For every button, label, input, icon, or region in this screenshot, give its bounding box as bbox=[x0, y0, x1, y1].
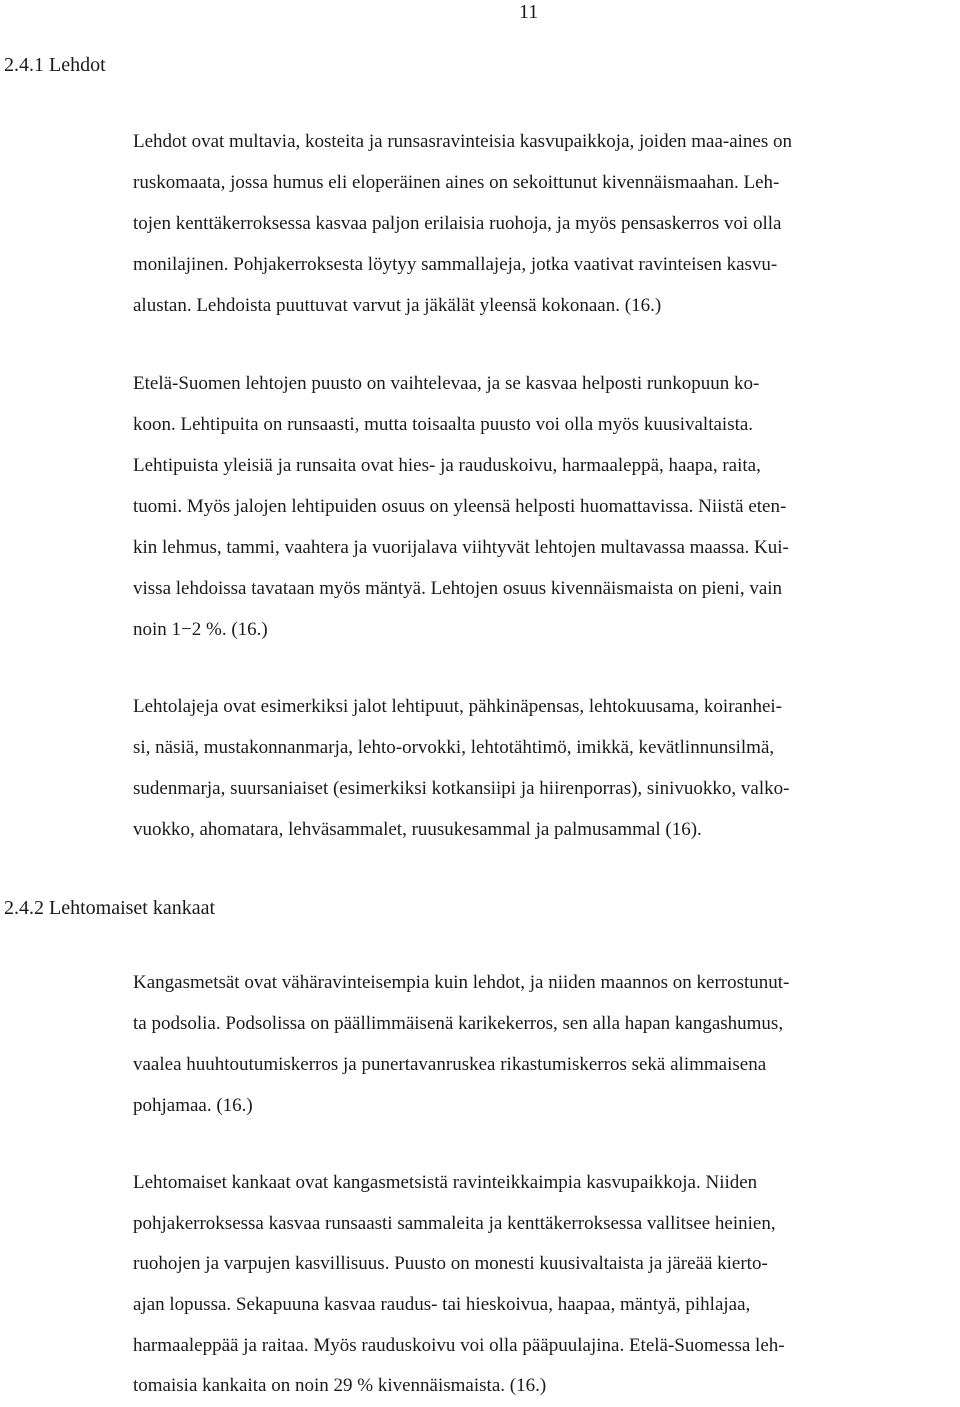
page-number: 11 bbox=[519, 1, 539, 23]
text-line: tuomi. Myös jalojen lehtipuiden osuus on yleensä helposti huomattavissa. Niistä eten- bbox=[133, 496, 787, 517]
text-line: Lehtipuista yleisiä ja runsaita ovat hies- ja rauduskoivu, harmaaleppä, haapa, raita, bbox=[133, 455, 761, 476]
text-line: tojen kenttäkerroksessa kasvaa paljon erilaisia ruohoja, ja myös pensaskerros voi olla bbox=[133, 213, 782, 234]
paragraph bbox=[133, 121, 953, 326]
text-line: Lehdot ovat multavia, kosteita ja runsasravinteisia kasvupaikkoja, joiden maa-aines on bbox=[133, 131, 793, 152]
section-heading-lehtomaiset-kankaat: 2.4.2 Lehtomaiset kankaat bbox=[4, 897, 216, 919]
text-line: pohjakerroksessa kasvaa runsaasti sammaleita ja kenttäkerroksessa vallitsee heinien, bbox=[133, 1212, 776, 1234]
text-line: tomaisia kankaita on noin 29 % kivennäismaista. (16.) bbox=[133, 1375, 547, 1397]
text-line: Etelä-Suomen lehtojen puusto on vaihtelevaa, ja se kasvaa helposti runkopuun ko- bbox=[133, 373, 760, 394]
text-line: harmaaleppää ja raitaa. Myös rauduskoivu voi olla pääpuulajina. Etelä-Suomessa leh- bbox=[133, 1334, 785, 1356]
text-line: pohjamaa. (16.) bbox=[133, 1095, 253, 1116]
text-line: Lehtomaiset kankaat ovat kangasmetsistä ravinteikkaimpia kasvupaikkoja. Niiden bbox=[133, 1172, 758, 1193]
text-line: Kangasmetsät ovat vähäravinteisempia kuin lehdot, ja niiden maannos on kerrostunut- bbox=[133, 972, 790, 993]
section-heading-lehdot: 2.4.1 Lehdot bbox=[4, 54, 106, 76]
text-line: vuokko, ahomatara, lehväsammalet, ruusukesammal ja palmusammal (16). bbox=[133, 819, 702, 840]
text-line: ta podsolia. Podsolissa on päällimmäisenä karikekerros, sen alla hapan kangashumus, bbox=[133, 1013, 784, 1034]
text-line: ruohojen ja varpujen kasvillisuus. Puusto on monesti kuusivaltaista ja järeää kierto- bbox=[133, 1253, 768, 1275]
text-line: vissa lehdoissa tavataan myös mäntyä. Lehtojen osuus kivennäismaista on pieni, vain bbox=[133, 578, 783, 599]
text-line: koon. Lehtipuita on runsaasti, mutta toisaalta puusto voi olla myös kuusivaltaista. bbox=[133, 414, 754, 435]
paragraph bbox=[133, 686, 953, 850]
text-line: noin 1−2 %. (16.) bbox=[133, 619, 268, 640]
text-line: kin lehmus, tammi, vaahtera ja vuorijalava viihtyvät lehtojen multavassa maassa. Kui- bbox=[133, 537, 789, 558]
text-line: ruskomaata, jossa humus eli eloperäinen aines on sekoittunut kivennäismaahan. Leh- bbox=[133, 172, 780, 193]
paragraph bbox=[133, 1163, 953, 1407]
text-line: alustan. Lehdoista puuttuvat varvut ja jäkälät yleensä kokonaan. (16.) bbox=[133, 295, 662, 316]
text-line: ajan lopussa. Sekapuuna kasvaa raudus- tai hieskoivua, haapaa, mäntyä, pihlajaa, bbox=[133, 1294, 751, 1316]
text-line: sudenmarja, suursaniaiset (esimerkiksi kotkansiipi ja hiirenporras), sinivuokko, valko- bbox=[133, 778, 790, 799]
paragraph bbox=[133, 363, 953, 650]
text-line: vaalea huuhtoutumiskerros ja punertavanruskea rikastumiskerros sekä alimmaisena bbox=[133, 1054, 767, 1075]
paragraph bbox=[133, 962, 953, 1126]
text-line: si, näsiä, mustakonnanmarja, lehto-orvokki, lehtotähtimö, imikkä, kevätlinnunsilmä, bbox=[133, 737, 775, 758]
text-line: monilajinen. Pohjakerroksesta löytyy sammallajeja, jotka vaativat ravinteisen kasvu- bbox=[133, 254, 778, 275]
text-line: Lehtolajeja ovat esimerkiksi jalot lehtipuut, pähkinäpensas, lehtokuusama, koiranhei- bbox=[133, 696, 782, 717]
